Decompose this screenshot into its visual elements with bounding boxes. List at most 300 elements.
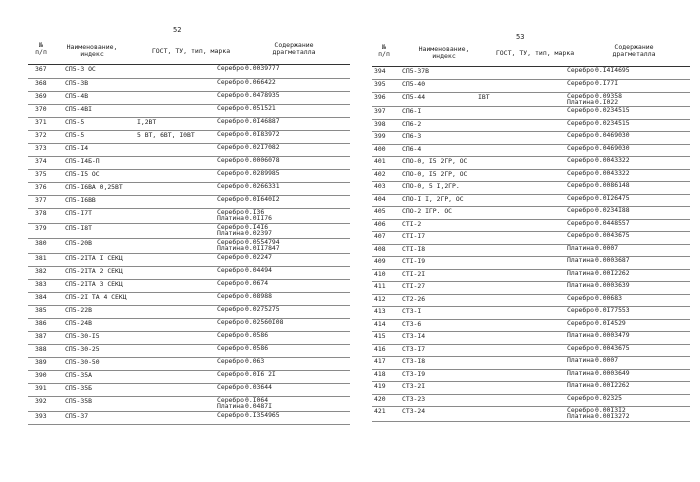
item-name: СП6-3 xyxy=(400,132,476,145)
metal-amount: 0.00683 xyxy=(595,293,622,302)
gost-spec xyxy=(476,369,565,382)
metal-name: Серебро xyxy=(217,194,244,203)
metal-content xyxy=(215,195,350,208)
row-number: 381 xyxy=(28,253,63,266)
metal-line xyxy=(217,183,348,189)
metal-amount: 0.0003639 xyxy=(595,281,630,289)
metal-name: Серебро xyxy=(567,79,594,87)
metal-content xyxy=(565,119,690,132)
metal-amount: 0.0469030 xyxy=(595,143,630,152)
metal-line xyxy=(567,232,688,238)
header-gost: ГОСТ, ТУ, тип, марка xyxy=(151,47,231,55)
item-name: СП6-4 xyxy=(400,144,476,157)
metal-amount: 0.0554794 xyxy=(245,237,280,246)
metal-content xyxy=(215,223,350,238)
metal-line xyxy=(217,215,348,221)
table-row xyxy=(372,219,690,232)
metal-name: Серебро xyxy=(217,356,244,365)
metal-line xyxy=(217,412,348,418)
gost-spec xyxy=(135,331,215,344)
metal-content xyxy=(215,143,350,156)
gost-spec xyxy=(476,157,565,170)
table-row xyxy=(372,157,690,170)
table-row xyxy=(372,132,690,145)
row-number: 369 xyxy=(28,91,63,104)
metal-name: Серебро xyxy=(567,343,594,352)
row-number: 417 xyxy=(372,357,400,370)
row-number: 370 xyxy=(28,104,63,117)
gost-spec xyxy=(135,104,215,117)
gost-spec xyxy=(476,182,565,195)
metal-line xyxy=(567,413,688,419)
metal-amount: 0.0234515 xyxy=(595,106,630,114)
gost-spec xyxy=(135,169,215,182)
row-number: 375 xyxy=(28,169,63,182)
metal-name: Серебро xyxy=(217,369,244,378)
gost-spec: I,2ВТ xyxy=(135,117,215,130)
metal-amount: 0.0043322 xyxy=(595,168,630,177)
metal-amount: 0.051521 xyxy=(245,103,276,112)
metal-name: Платина xyxy=(567,381,594,389)
metal-amount: 0.0007 xyxy=(595,243,619,252)
row-number: 376 xyxy=(28,182,63,195)
metal-amount: 0.0043675 xyxy=(595,231,630,239)
gost-spec xyxy=(476,257,565,270)
metal-content xyxy=(565,132,690,145)
gost-spec xyxy=(476,67,565,80)
metal-amount: 0.I4I4695 xyxy=(595,66,630,74)
metal-amount: 0.0469030 xyxy=(595,131,630,139)
table-row xyxy=(28,357,350,370)
row-number: 409 xyxy=(372,257,400,270)
metal-line xyxy=(217,293,348,299)
metal-content xyxy=(215,238,350,253)
metal-line xyxy=(217,384,348,390)
gost-spec xyxy=(135,318,215,331)
gost-spec xyxy=(476,282,565,295)
metal-amount: 0.02397 xyxy=(245,228,272,237)
metal-name: Серебро xyxy=(567,306,594,314)
gost-spec xyxy=(135,305,215,318)
metal-amount: 0.0234I88 xyxy=(595,206,630,214)
metal-line xyxy=(217,196,348,202)
page-number: 53 xyxy=(516,33,525,41)
item-name: СП5-I6ВВ xyxy=(63,195,135,208)
header-content: Содержание драгметалла xyxy=(612,43,656,58)
row-number: 383 xyxy=(28,279,63,292)
item-name: СП5-I7Т xyxy=(63,208,135,223)
item-name: СП5-I4 xyxy=(63,143,135,156)
item-name: СП6-2 xyxy=(400,119,476,132)
metal-amount: 0.0I77553 xyxy=(595,306,630,314)
table-row xyxy=(372,80,690,93)
table-row xyxy=(372,357,690,370)
metal-content xyxy=(215,266,350,279)
metal-line xyxy=(567,80,688,86)
metal-line xyxy=(217,332,348,338)
row-number: 377 xyxy=(28,195,63,208)
metal-amount: 0.0I640I2 xyxy=(245,194,280,203)
gost-spec xyxy=(476,207,565,220)
row-number: 411 xyxy=(372,282,400,295)
metal-content xyxy=(565,269,690,282)
metal-content xyxy=(215,208,350,223)
gost-spec xyxy=(135,383,215,396)
metal-amount: 0.02325 xyxy=(595,393,622,402)
row-number: 421 xyxy=(372,407,400,422)
gost-spec xyxy=(135,253,215,266)
gost-spec xyxy=(135,357,215,370)
metal-amount: 0.0II7847 xyxy=(245,243,280,252)
table-row xyxy=(28,331,350,344)
gost-spec xyxy=(135,344,215,357)
metal-line xyxy=(567,282,688,288)
table-row xyxy=(372,407,690,422)
metal-amount: 0.0006078 xyxy=(245,155,280,164)
metal-amount: 0.0007 xyxy=(595,356,619,364)
header-content: Содержание драгметалла xyxy=(272,41,316,56)
metal-amount: 0.0234515 xyxy=(595,118,630,127)
metal-content xyxy=(215,253,350,266)
table-row xyxy=(28,292,350,305)
metal-line xyxy=(567,132,688,138)
metal-line xyxy=(567,320,688,326)
row-number: 384 xyxy=(28,292,63,305)
table-row xyxy=(28,104,350,117)
metal-name: Платина xyxy=(217,213,244,222)
metal-amount: 0.00I2262 xyxy=(595,268,630,277)
left-table xyxy=(28,65,350,425)
item-name: СТ3-I4 xyxy=(400,332,476,345)
metal-line xyxy=(217,105,348,111)
metal-content xyxy=(215,117,350,130)
metal-line xyxy=(217,254,348,260)
metal-amount: 0.0448557 xyxy=(595,218,630,227)
metal-amount: 0.0I4529 xyxy=(595,318,626,327)
metal-content xyxy=(215,411,350,424)
metal-content xyxy=(215,318,350,331)
metal-name: Серебро xyxy=(567,131,594,139)
metal-amount: 0.0586 xyxy=(245,330,269,339)
row-number: 372 xyxy=(28,130,63,143)
item-name: СП5-35В xyxy=(63,396,135,411)
metal-content xyxy=(565,92,690,107)
item-name: СП5-44 xyxy=(400,92,476,107)
table-row xyxy=(28,156,350,169)
metal-amount: 0.00I3272 xyxy=(595,412,630,421)
gost-spec xyxy=(476,319,565,332)
gost-spec xyxy=(476,119,565,132)
metal-line xyxy=(567,157,688,163)
metal-amount: 0.0I26475 xyxy=(595,193,630,202)
gost-spec xyxy=(476,169,565,182)
metal-name: Платина xyxy=(567,412,594,421)
metal-line xyxy=(567,67,688,73)
metal-amount: 0.09358 xyxy=(595,91,622,100)
item-name: СП5-35А xyxy=(63,370,135,383)
header-number: № п/п xyxy=(35,41,47,56)
metal-name: Серебро xyxy=(217,265,244,274)
metal-amount: 0.I77I xyxy=(595,79,619,87)
metal-name: Серебро xyxy=(217,343,244,352)
table-row xyxy=(372,382,690,395)
gost-spec xyxy=(476,382,565,395)
row-number: 390 xyxy=(28,370,63,383)
metal-line xyxy=(567,99,688,105)
gost-spec xyxy=(476,232,565,245)
table-row xyxy=(372,67,690,80)
table-row xyxy=(28,143,350,156)
table-row xyxy=(372,332,690,345)
table-row xyxy=(28,223,350,238)
metal-name: Серебро xyxy=(217,291,244,300)
gost-spec xyxy=(476,294,565,307)
gost-spec xyxy=(135,91,215,104)
metal-content xyxy=(215,130,350,143)
metal-name: Серебро xyxy=(567,118,594,127)
metal-line xyxy=(567,107,688,113)
table-row xyxy=(372,182,690,195)
metal-name: Серебро xyxy=(217,382,244,391)
metal-name: Серебро xyxy=(567,231,594,239)
row-number: 387 xyxy=(28,331,63,344)
metal-name: Серебро xyxy=(567,393,594,402)
metal-line xyxy=(567,270,688,276)
item-name: СТ3-I8 xyxy=(400,357,476,370)
metal-amount: 0.066422 xyxy=(245,77,276,86)
item-name: СП5-I6ВА 0,25ВТ xyxy=(63,182,135,195)
metal-content xyxy=(215,396,350,411)
metal-name: Серебро xyxy=(217,395,244,404)
table-row xyxy=(372,232,690,245)
table-row xyxy=(372,369,690,382)
metal-content xyxy=(215,292,350,305)
gost-spec xyxy=(135,182,215,195)
metal-amount: 0.063 xyxy=(245,356,265,365)
item-name: СТI-I9 xyxy=(400,257,476,270)
table-row xyxy=(28,208,350,223)
gost-spec xyxy=(476,332,565,345)
row-number: 405 xyxy=(372,207,400,220)
row-number: 399 xyxy=(372,132,400,145)
row-number: 380 xyxy=(28,238,63,253)
table-row xyxy=(372,144,690,157)
row-number: 415 xyxy=(372,332,400,345)
item-name: СП5-3 ОС xyxy=(63,65,135,78)
row-number: 397 xyxy=(372,107,400,120)
row-number: 401 xyxy=(372,157,400,170)
metal-line xyxy=(567,345,688,351)
metal-line xyxy=(217,230,348,236)
table-row xyxy=(372,394,690,407)
metal-name: Платина xyxy=(567,243,594,252)
item-name: СП5-37В xyxy=(400,67,476,80)
row-number: 391 xyxy=(28,383,63,396)
metal-amount: 0.0003479 xyxy=(595,331,630,339)
metal-amount: 0.I022 xyxy=(595,97,619,106)
metal-line xyxy=(567,332,688,338)
metal-name: Серебро xyxy=(217,207,244,216)
metal-amount: 0.0487I xyxy=(245,401,272,410)
row-number: 406 xyxy=(372,219,400,232)
metal-line xyxy=(217,306,348,312)
item-name: СПО-I I, 2ГР, ОС xyxy=(400,194,476,207)
row-number: 386 xyxy=(28,318,63,331)
metal-name: Серебро xyxy=(567,106,594,114)
item-name: СТ3-I xyxy=(400,307,476,320)
gost-spec xyxy=(135,279,215,292)
gost-spec xyxy=(135,78,215,91)
table-row xyxy=(372,344,690,357)
metal-name: Платина xyxy=(217,401,244,410)
metal-name: Серебро xyxy=(567,293,594,302)
header-name: Наименование, индекс xyxy=(418,45,470,60)
metal-line xyxy=(567,145,688,151)
metal-line xyxy=(567,120,688,126)
metal-name: Серебро xyxy=(217,142,244,151)
item-name: СТI-2 xyxy=(400,219,476,232)
item-name: СТI-I8 xyxy=(400,244,476,257)
metal-amount: 0.00I3I2 xyxy=(595,406,626,414)
row-number: 407 xyxy=(372,232,400,245)
metal-line xyxy=(217,245,348,251)
gost-spec xyxy=(476,307,565,320)
metal-amount: 0.0I83972 xyxy=(245,129,280,138)
metal-name: Серебро xyxy=(567,193,594,202)
table-row xyxy=(28,65,350,78)
row-number: 413 xyxy=(372,307,400,320)
table-row xyxy=(372,194,690,207)
metal-name: Серебро xyxy=(217,330,244,339)
table-row xyxy=(372,207,690,220)
gost-spec xyxy=(476,194,565,207)
metal-name: Серебро xyxy=(567,91,594,100)
metal-line xyxy=(567,182,688,188)
gost-spec xyxy=(476,407,565,422)
metal-content xyxy=(565,169,690,182)
row-number: 412 xyxy=(372,294,400,307)
row-number: 389 xyxy=(28,357,63,370)
metal-line xyxy=(217,144,348,150)
metal-content xyxy=(565,244,690,257)
table-row xyxy=(28,370,350,383)
row-number: 373 xyxy=(28,143,63,156)
item-name: СТI-2I xyxy=(400,269,476,282)
metal-amount: 0.08988 xyxy=(245,291,272,300)
table-row xyxy=(28,253,350,266)
item-name: СП5-35Б xyxy=(63,383,135,396)
metal-name: Серебро xyxy=(217,129,244,138)
metal-line xyxy=(217,358,348,364)
item-name: СП5-37 xyxy=(63,411,135,424)
gost-spec xyxy=(476,244,565,257)
metal-line xyxy=(567,170,688,176)
metal-content xyxy=(215,331,350,344)
metal-content xyxy=(565,294,690,307)
item-name: СП5-30-25 xyxy=(63,344,135,357)
metal-name: Платина xyxy=(567,97,594,106)
gost-spec xyxy=(135,370,215,383)
gost-spec xyxy=(476,394,565,407)
gost-spec: IВТ xyxy=(476,92,565,107)
item-name: СП5-22В xyxy=(63,305,135,318)
item-name: СП5-24В xyxy=(63,318,135,331)
item-name: СП5-30-50 xyxy=(63,357,135,370)
item-name: СТI-I7 xyxy=(400,232,476,245)
metal-line xyxy=(567,295,688,301)
metal-content xyxy=(565,67,690,80)
metal-line xyxy=(217,319,348,325)
item-name: СТ2-26 xyxy=(400,294,476,307)
metal-content xyxy=(565,319,690,332)
table-row xyxy=(372,307,690,320)
metal-name: Платина xyxy=(567,368,594,377)
item-name: СП5-2IТА I СЕКЦ xyxy=(63,253,135,266)
gost-spec xyxy=(135,396,215,411)
metal-content xyxy=(565,232,690,245)
item-name: СПО-2 IГР. ОС xyxy=(400,207,476,220)
metal-amount: 0.I064 xyxy=(245,395,269,404)
metal-line xyxy=(567,220,688,226)
row-number: 420 xyxy=(372,394,400,407)
table-row xyxy=(372,319,690,332)
table-row xyxy=(372,269,690,282)
gost-spec xyxy=(135,411,215,424)
metal-content xyxy=(565,307,690,320)
row-number: 378 xyxy=(28,208,63,223)
metal-content xyxy=(215,91,350,104)
metal-name: Серебро xyxy=(217,168,244,177)
metal-name: Серебро xyxy=(217,77,244,86)
metal-amount: 0.I354965 xyxy=(245,410,280,419)
metal-content xyxy=(565,394,690,407)
gost-spec xyxy=(476,269,565,282)
item-name: СП5-I5 ОС xyxy=(63,169,135,182)
metal-name: Серебро xyxy=(567,181,594,189)
row-number: 416 xyxy=(372,344,400,357)
metal-name: Платина xyxy=(217,228,244,237)
metal-line xyxy=(217,280,348,286)
metal-amount: 0.I36 xyxy=(245,207,265,216)
metal-name: Серебро xyxy=(567,218,594,227)
row-number: 371 xyxy=(28,117,63,130)
right-table xyxy=(372,67,690,422)
table-row xyxy=(28,411,350,424)
metal-content xyxy=(215,357,350,370)
metal-content xyxy=(215,370,350,383)
metal-name: Платина xyxy=(567,268,594,277)
item-name: СП5-I8Т xyxy=(63,223,135,238)
metal-name: Серебро xyxy=(567,206,594,214)
row-number: 402 xyxy=(372,169,400,182)
gost-spec xyxy=(476,107,565,120)
metal-line xyxy=(567,245,688,251)
gost-spec xyxy=(135,266,215,279)
gost-spec xyxy=(135,156,215,169)
metal-amount: 0.0266331 xyxy=(245,181,280,190)
gost-spec xyxy=(135,223,215,238)
table-row xyxy=(372,119,690,132)
table-row xyxy=(372,282,690,295)
metal-name: Серебро xyxy=(217,90,244,99)
metal-amount: 0.0478935 xyxy=(245,90,280,99)
gost-spec xyxy=(476,80,565,93)
metal-name: Серебро xyxy=(217,410,244,419)
row-number: 414 xyxy=(372,319,400,332)
metal-name: Серебро xyxy=(567,318,594,327)
gost-spec xyxy=(476,132,565,145)
row-number: 398 xyxy=(372,119,400,132)
